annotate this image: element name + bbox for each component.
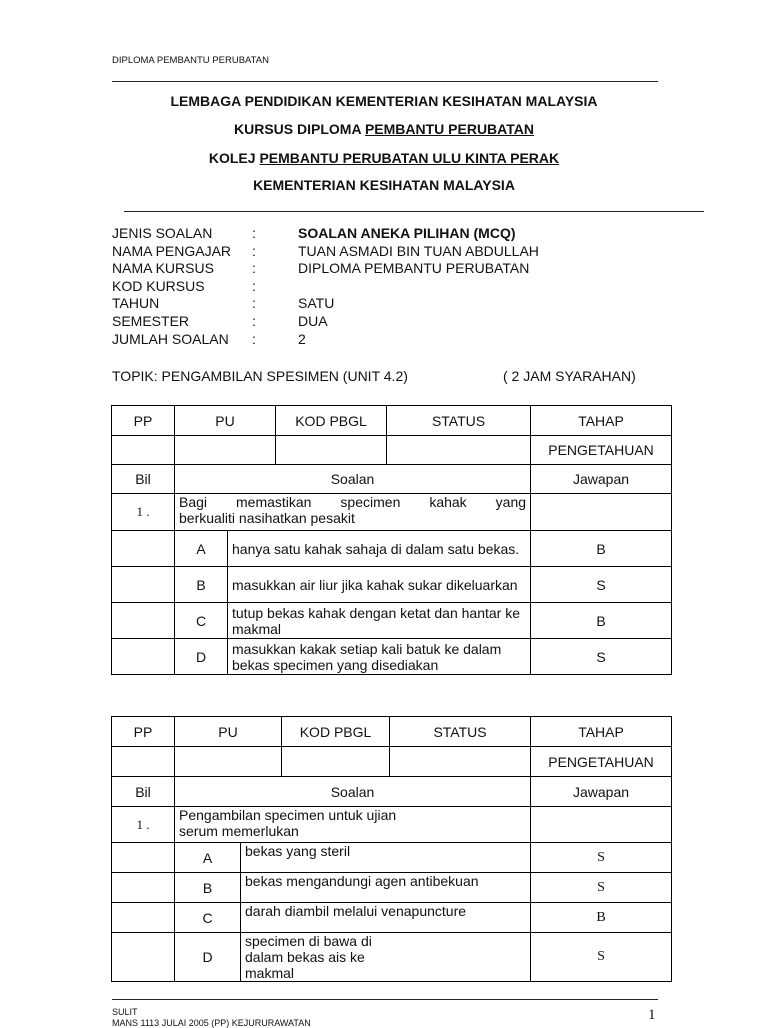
option-spacer	[112, 933, 175, 982]
info-row-jumlah	[112, 330, 539, 348]
option-spacer	[112, 531, 175, 567]
question-row	[112, 494, 672, 531]
info-key: JUMLAH SOALAN	[112, 330, 229, 347]
option-spacer	[112, 843, 175, 873]
meta-value-row	[112, 747, 672, 777]
tahap-header: TAHAP	[531, 406, 672, 436]
info-colon: :	[252, 242, 256, 259]
info-row-pengajar	[112, 242, 539, 260]
header-divider	[112, 81, 658, 82]
info-colon: :	[252, 330, 256, 347]
pp-value	[112, 747, 175, 777]
option-spacer	[112, 567, 175, 603]
option-answer: S	[531, 873, 672, 903]
option-answer: B	[531, 903, 672, 933]
option-answer: S	[531, 843, 672, 873]
tahap-value: PENGETAHUAN	[531, 747, 672, 777]
option-letter: D	[175, 933, 241, 982]
option-text: tutup bekas kahak dengan ketat dan hantar ke makmal	[228, 603, 531, 639]
question-table-2	[111, 716, 672, 982]
kod-value	[282, 747, 390, 777]
title-divider	[124, 211, 704, 212]
info-value: 2	[298, 330, 306, 347]
status-header: STATUS	[390, 717, 531, 747]
course-info	[112, 224, 539, 347]
question-row	[112, 807, 672, 843]
question-answer	[531, 807, 672, 843]
option-spacer	[112, 603, 175, 639]
pu-value	[175, 747, 282, 777]
kod-value	[276, 436, 387, 465]
pu-header: PU	[175, 717, 282, 747]
title-line-4: KEMENTERIAN KESIHATAN MALAYSIA	[253, 177, 515, 193]
meta-header-row	[112, 717, 672, 747]
option-text: masukkan air liur jika kahak sukar dikeluarkan	[228, 567, 531, 603]
info-colon: :	[252, 277, 256, 294]
soalan-header: Soalan	[175, 777, 531, 807]
option-spacer	[112, 903, 175, 933]
option-letter: A	[175, 843, 241, 873]
option-row-d	[112, 639, 672, 675]
info-key: SEMESTER	[112, 312, 190, 329]
option-answer: S	[531, 567, 672, 603]
option-text: bekas mengandungi agen antibekuan	[241, 873, 531, 903]
option-row-c	[112, 903, 672, 933]
option-row-a	[112, 531, 672, 567]
pp-header: PP	[112, 406, 175, 436]
option-row-a	[112, 843, 672, 873]
question-answer	[531, 494, 672, 531]
info-key: TAHUN	[112, 295, 160, 312]
info-colon: :	[252, 260, 256, 277]
option-row-b	[112, 873, 672, 903]
option-text: darah diambil melalui venapuncture	[241, 903, 531, 933]
pu-value	[175, 436, 276, 465]
info-row-jenis	[112, 224, 539, 242]
option-spacer	[112, 873, 175, 903]
title-line-2-underlined: PEMBANTU PERUBATAN	[364, 121, 534, 137]
meta-value-row	[112, 436, 672, 465]
question-stem: Pengambilan specimen untuk ujian serum memerlukan	[175, 807, 531, 843]
info-row-tahun	[112, 294, 539, 312]
pp-header: PP	[112, 717, 175, 747]
option-answer: S	[531, 933, 672, 982]
topic-line	[112, 368, 672, 384]
jawapan-header: Jawapan	[531, 465, 672, 494]
question-number: 1 .	[112, 494, 175, 531]
option-row-d	[112, 933, 672, 982]
pp-value	[112, 436, 175, 465]
title-line-1: LEMBAGA PENDIDIKAN KEMENTERIAN KESIHATAN MALAYSIA	[170, 93, 598, 109]
option-text: specimen di bawa di dalam bekas ais ke makmal	[241, 933, 531, 982]
column-header-row	[112, 465, 672, 494]
kod-header: KOD PBGL	[282, 717, 390, 747]
info-key: NAMA KURSUS	[112, 260, 214, 277]
page-number: 1	[648, 1007, 656, 1023]
option-answer: S	[531, 639, 672, 675]
title-line-2	[0, 121, 768, 137]
option-text: hanya satu kahak sahaja di dalam satu bekas.	[228, 531, 531, 567]
option-answer: B	[531, 531, 672, 567]
column-header-row	[112, 777, 672, 807]
title-line-3-underlined: PEMBANTU PERUBATAN ULU KINTA PERAK	[259, 150, 560, 166]
meta-header-row	[112, 406, 672, 436]
info-key: KOD KURSUS	[112, 277, 205, 294]
info-row-kursus	[112, 259, 539, 277]
status-header: STATUS	[387, 406, 531, 436]
tahap-header: TAHAP	[531, 717, 672, 747]
option-letter: D	[175, 639, 228, 675]
soalan-header: Soalan	[175, 465, 531, 494]
jawapan-header: Jawapan	[531, 777, 672, 807]
option-letter: C	[175, 603, 228, 639]
topic-label: TOPIK: PENGAMBILAN SPESIMEN (UNIT 4.2)	[112, 368, 408, 384]
info-colon: :	[252, 295, 256, 312]
status-value	[390, 747, 531, 777]
info-value: TUAN ASMADI BIN TUAN ABDULLAH	[298, 242, 539, 259]
pu-header: PU	[175, 406, 276, 436]
option-letter: C	[175, 903, 241, 933]
info-row-kod	[112, 277, 539, 295]
option-letter: A	[175, 531, 228, 567]
question-table-1	[111, 405, 672, 675]
option-row-c	[112, 603, 672, 639]
footer-line-1: SULIT	[112, 1007, 138, 1017]
option-letter: B	[175, 873, 241, 903]
option-letter: B	[175, 567, 228, 603]
option-text: bekas yang steril	[241, 843, 531, 873]
option-spacer	[112, 639, 175, 675]
tahap-value: PENGETAHUAN	[531, 436, 672, 465]
running-title: DIPLOMA PEMBANTU PERUBATAN	[112, 55, 269, 66]
title-line-3	[0, 150, 768, 166]
question-stem	[175, 494, 531, 531]
info-value: DIPLOMA PEMBANTU PERUBATAN	[298, 260, 530, 277]
topic-hours: ( 2 JAM SYARAHAN)	[503, 368, 636, 384]
info-value: SATU	[298, 295, 335, 312]
info-value: SOALAN ANEKA PILIHAN (MCQ)	[298, 225, 516, 241]
status-value	[387, 436, 531, 465]
footer-divider	[112, 999, 658, 1000]
info-row-semester	[112, 312, 539, 330]
footer-line-2: MANS 1113 JULAI 2005 (PP) KEJURURAWATAN	[112, 1018, 311, 1028]
option-text: masukkan kakak setiap kali batuk ke dalam bekas specimen yang disediakan	[228, 639, 531, 675]
info-key: NAMA PENGAJAR	[112, 242, 232, 259]
title-line-2-prefix: KURSUS DIPLOMA	[234, 121, 365, 137]
info-colon: :	[252, 312, 256, 329]
title-line-3-prefix: KOLEJ	[208, 150, 260, 166]
info-key: JENIS SOALAN	[112, 225, 213, 241]
bil-header: Bil	[112, 777, 175, 807]
question-number: 1 .	[112, 807, 175, 843]
question-stem-line-2: berkualiti nasihatkan pesakit	[179, 510, 355, 526]
bil-header: Bil	[112, 465, 175, 494]
kod-header: KOD PBGL	[276, 406, 387, 436]
info-value: DUA	[298, 312, 328, 329]
option-answer: B	[531, 603, 672, 639]
question-stem-line-1: Bagi memastikan specimen kahak yang	[179, 494, 527, 510]
option-row-b	[112, 567, 672, 603]
info-colon: :	[252, 225, 256, 241]
